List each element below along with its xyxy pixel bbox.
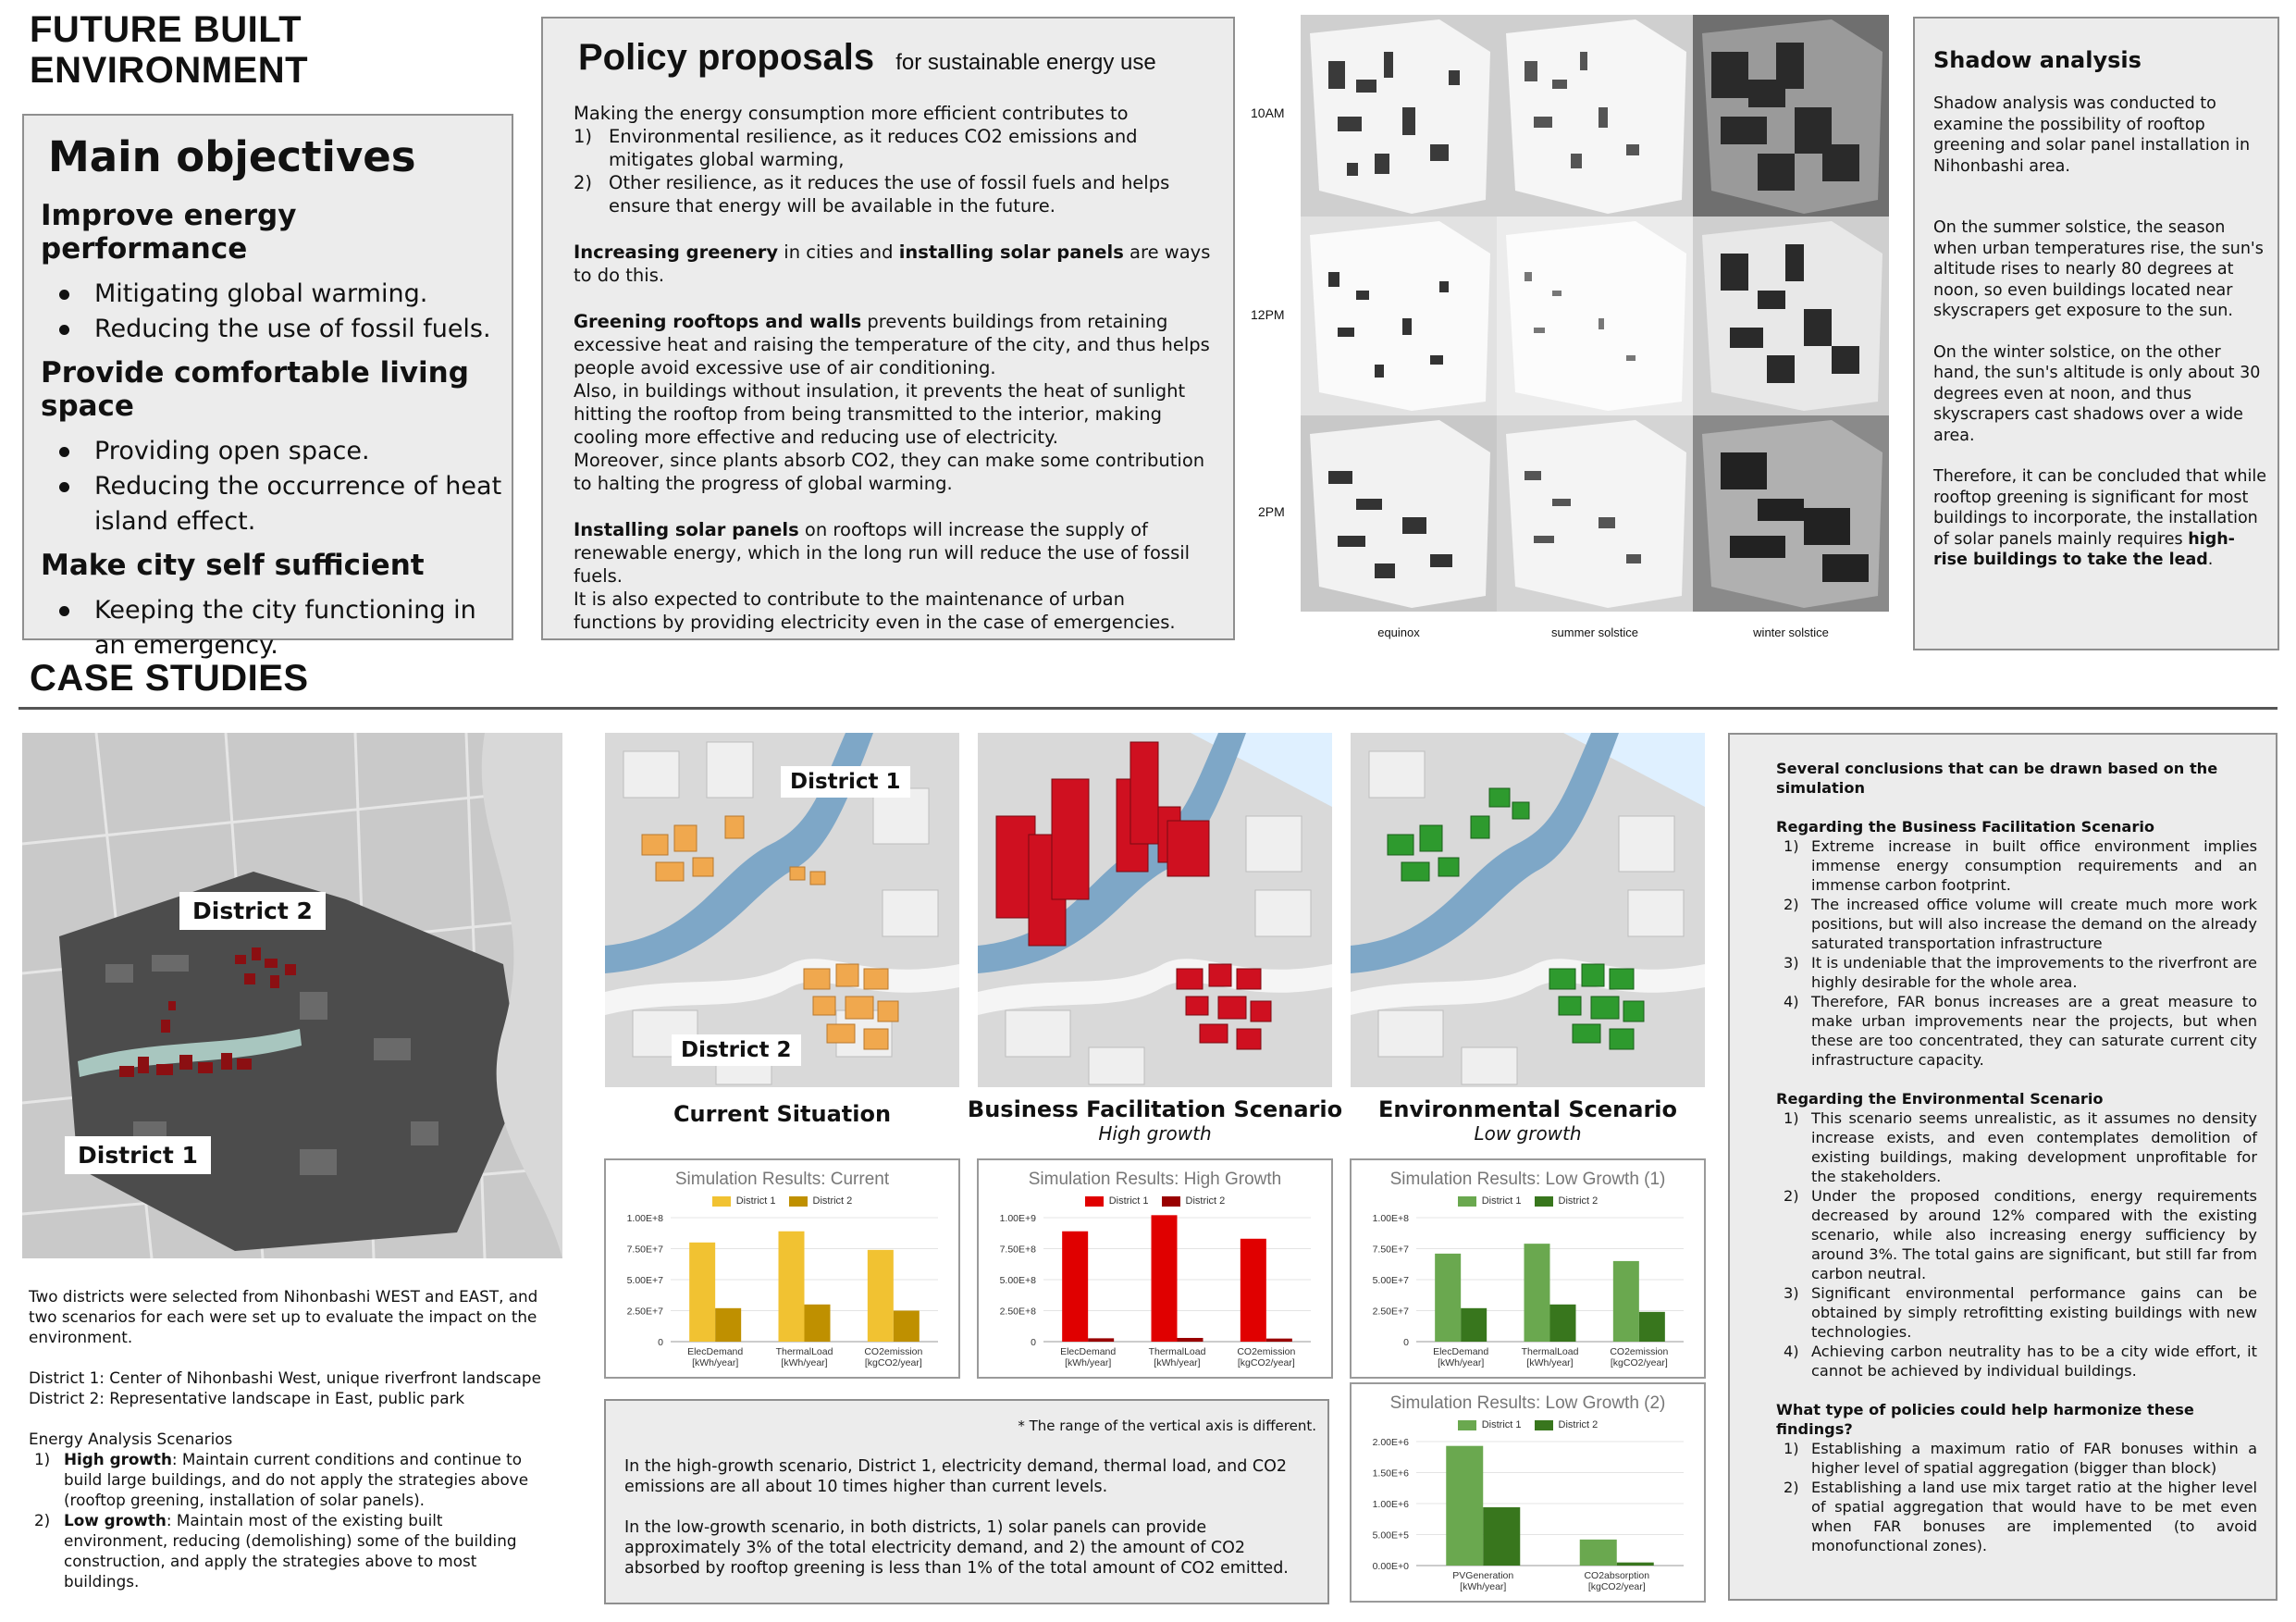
objective-title: Provide comfortable living space: [41, 356, 469, 423]
list-item: 2) Under the proposed conditions, energy requirements decreased by around 12% compared with the existing scenario, while also increasing energy sufficiency by around 3%. The total gains are significant, but still far from carbon neutral.: [1784, 1187, 2257, 1282]
conclusions-heading: Several conclusions that can be drawn based on the simulation: [1776, 760, 2218, 797]
y-tick-label: 7.50E+7: [1372, 1244, 1409, 1256]
bar: [715, 1308, 741, 1342]
policy-para-4: Installing solar panels on rooftops will increase the supply of renewable energy, which in the long run will reduce the use of fossil fuels.: [574, 519, 1191, 587]
chart-title: Simulation Results: Current: [674, 1170, 890, 1189]
bar: [779, 1232, 805, 1342]
shadow-para-1: Shadow analysis was conducted to examine the possibility of rooftop greening and solar panel installation in Nihonbashi area.: [1933, 94, 2251, 176]
y-tick-label: 1.00E+8: [626, 1213, 663, 1224]
x-tick-label: [kWh/year]: [1154, 1357, 1201, 1368]
bar: [805, 1305, 831, 1342]
bar: [1580, 1540, 1617, 1566]
notes-para-1: In the high-growth scenario, District 1, electricity demand, thermal load, and CO2 emissions are all about 10 times higher than current levels.: [624, 1457, 1288, 1496]
y-tick-label: 0: [1031, 1337, 1036, 1348]
page-title: FUTURE BUILT ENVIRONMENT: [30, 9, 309, 91]
x-tick-label: [kgCO2/year]: [1237, 1357, 1295, 1368]
shadow-map-summer-10am: [1497, 15, 1693, 217]
render-current: [605, 733, 959, 1087]
shadow-map-equinox-12pm: [1301, 217, 1497, 415]
section-divider: [19, 707, 2277, 710]
y-tick-label: 5.00E+8: [999, 1275, 1036, 1286]
bar: [1266, 1339, 1292, 1342]
list-item: 1) This scenario seems unrealistic, as it assumes no density increase exists, and even contemplates demolition of existing buildings, making development unprofitable for the stakeholders.: [1784, 1109, 2257, 1185]
conclusions-panel: [1728, 733, 2277, 1601]
row-label-2pm: 2PM: [1258, 504, 1285, 519]
objective-item: Reducing the use of fossil fuels.: [41, 312, 503, 347]
legend-item: District 1: [1458, 1419, 1522, 1430]
y-tick-label: 5.00E+7: [1372, 1275, 1409, 1286]
scenario-low-growth: 2) Low growth: Maintain most of the existing built environment, reducing (demolishing) some of the building construction, and apply the strategies above to most buildings.: [34, 1511, 517, 1591]
bar: [1152, 1215, 1178, 1342]
row-label-10am: 10AM: [1251, 105, 1285, 120]
shadow-para-2: On the summer solstice, the season when urban temperatures rise, the sun's altitude rises to nearly 80 degrees at noon, so even buildings located near skyscrapers get exposure to the sun.: [1933, 218, 2264, 320]
legend-item: District 2: [1162, 1195, 1226, 1207]
bar: [1524, 1244, 1550, 1342]
policy-title: Policy proposals: [578, 37, 875, 78]
policy-panel: [541, 17, 1235, 640]
render-label-district-1: District 1: [781, 766, 910, 798]
objectives-heading: Main objectives: [48, 132, 416, 181]
notes-para-2: In the low-growth scenario, in both districts, 1) solar panels can provide approximately 3% of the total electricity demand, and 2) the amount of CO2 absorbed by rooftop greening is less than 1% of the total amount of CO2 emitted.: [624, 1518, 1289, 1578]
chart-high-growth: [977, 1158, 1333, 1379]
objectives-list: [41, 199, 503, 663]
x-tick-label: ElecDemand: [687, 1346, 744, 1357]
y-tick-label: 1.00E+9: [999, 1213, 1036, 1224]
y-tick-label: 2.50E+7: [1372, 1306, 1409, 1318]
policy-para-3: Greening rooftops and walls prevents buildings from retaining excessive heat and raising the temperature of the city, and thus helps people avoid excessive use of air conditioning.: [574, 311, 1210, 378]
y-tick-label: 5.00E+7: [626, 1275, 663, 1286]
chart-title: Simulation Results: High Growth: [1028, 1170, 1282, 1189]
col-label-summer: summer solstice: [1551, 625, 1638, 639]
bf-list: [1776, 836, 2257, 1070]
bar: [894, 1311, 920, 1343]
legend-item: District 2: [789, 1195, 853, 1207]
axis-range-note: * The range of the vertical axis is different.: [1018, 1418, 1316, 1434]
env-list: [1776, 1108, 2257, 1381]
x-tick-label: [kgCO2/year]: [1610, 1357, 1668, 1368]
bar: [1088, 1338, 1114, 1342]
y-tick-label: 2.50E+8: [999, 1306, 1036, 1318]
bf-title: Regarding the Business Facilitation Scenario: [1776, 818, 2154, 836]
legend-item: District 1: [1458, 1195, 1522, 1207]
objective-item: Reducing the occurrence of heat island effect.: [41, 469, 503, 539]
shadow-grid: [1236, 0, 1902, 648]
y-tick-label: 7.50E+7: [626, 1244, 663, 1256]
x-tick-label: CO2absorption: [1584, 1570, 1650, 1581]
scenario-title-environmental: Environmental Scenario Low growth: [1377, 1096, 1677, 1145]
x-tick-label: PVGeneration: [1452, 1570, 1514, 1581]
x-tick-label: [kWh/year]: [1460, 1581, 1507, 1592]
policy-intro: Making the energy consumption more efficient contributes to: [574, 103, 1129, 124]
objective-title: Improve energy performance: [41, 199, 297, 266]
objective-item: Mitigating global warming.: [41, 277, 503, 312]
bar: [1617, 1563, 1654, 1566]
shadow-map-summer-2pm: [1497, 415, 1693, 612]
district-map: [22, 733, 562, 1258]
x-tick-label: [kWh/year]: [781, 1357, 828, 1368]
bar: [1550, 1305, 1576, 1342]
chart-plot: [606, 1160, 958, 1377]
render-environmental: [1351, 733, 1705, 1087]
legend-item: District 1: [712, 1195, 776, 1207]
y-tick-label: 1.50E+6: [1372, 1467, 1409, 1480]
chart-title: Simulation Results: Low Growth (2): [1389, 1393, 1666, 1413]
legend-item: District 1: [1085, 1195, 1149, 1207]
y-tick-label: 1.00E+8: [1372, 1213, 1409, 1224]
chart-plot: [979, 1160, 1331, 1377]
x-tick-label: [kgCO2/year]: [1587, 1581, 1646, 1592]
bar: [1446, 1446, 1483, 1566]
col-label-winter: winter solstice: [1753, 625, 1829, 639]
x-tick-label: CO2emission: [1237, 1346, 1296, 1357]
x-tick-label: ThermalLoad: [775, 1346, 833, 1357]
policy-para-4b: It is also expected to contribute to the maintenance of urban functions by providing electricity even in the case of emergencies.: [574, 588, 1176, 633]
list-item: 1) Extreme increase in built office environment implies immense energy consumption requirements and an immense carbon footprint.: [1784, 837, 2257, 894]
y-tick-label: 0: [1403, 1337, 1409, 1348]
x-tick-label: [kgCO2/year]: [864, 1357, 922, 1368]
chart-current: [604, 1158, 960, 1379]
notes-panel: [604, 1399, 1329, 1604]
legend-item: District 2: [1535, 1419, 1599, 1430]
list-item: 3) It is undeniable that the improvements to the riverfront are highly desirable for the whole area.: [1784, 954, 2257, 991]
bar: [689, 1243, 715, 1342]
map-label-district-1: District 1: [65, 1136, 211, 1174]
y-tick-label: 2.50E+7: [626, 1306, 663, 1318]
y-tick-label: 7.50E+8: [999, 1244, 1036, 1256]
policy-list-item: 2) Other resilience, as it reduces the use of fossil fuels and helps ensure that energy will be available in the future.: [574, 172, 1170, 217]
chart-low-growth-1: [1350, 1158, 1706, 1379]
objectives-panel: [22, 114, 513, 660]
shadow-para-3: On the winter solstice, on the other hand, the sun's altitude is only about 30 degrees even at noon, and thus skyscrapers cast shadows over a wide area.: [1933, 342, 2261, 445]
policy-question-list: [1776, 1439, 2257, 1555]
bar: [1483, 1507, 1520, 1566]
map-label-district-2: District 2: [179, 892, 326, 930]
x-tick-label: CO2emission: [864, 1346, 923, 1357]
y-tick-label: 5.00E+5: [1372, 1529, 1409, 1542]
render-label-district-2: District 2: [672, 1034, 801, 1066]
x-tick-label: ElecDemand: [1433, 1346, 1489, 1357]
shadow-map-winter-12pm: [1693, 217, 1889, 415]
objective-item: Keeping the city functioning in an emergency.: [41, 593, 503, 663]
y-tick-label: 0.00E+0: [1372, 1561, 1409, 1572]
y-tick-label: 0: [658, 1337, 663, 1348]
list-item: 4) Therefore, FAR bonus increases are a great measure to make urban improvements near the projects, but when these are too concentrated, they can saturate current city infrastructure capacity.: [1784, 993, 2257, 1069]
x-tick-label: [kWh/year]: [1438, 1357, 1485, 1368]
shadow-analysis-panel: [1913, 17, 2279, 650]
district-2-desc: District 2: Representative landscape in East, public park: [29, 1389, 465, 1407]
bar: [1613, 1261, 1639, 1342]
districts-description: [29, 1286, 547, 1591]
scenarios-title: Energy Analysis Scenarios: [29, 1430, 233, 1448]
chart-low-growth-2: [1350, 1382, 1706, 1603]
row-label-12pm: 12PM: [1251, 307, 1285, 322]
legend-item: District 2: [1535, 1195, 1599, 1207]
shadow-map-winter-10am: [1693, 15, 1889, 217]
policy-para-2: Increasing greenery in cities and installing solar panels are ways to do this.: [574, 241, 1211, 286]
list-item: 2) Establishing a land use mix target ratio at the higher level of spatial aggregation that would have to be met even when FAR bonuses are implemented (to avoid monofunctional zones).: [1784, 1479, 2257, 1554]
district-1-desc: District 1: Center of Nihonbashi West, unique riverfront landscape: [29, 1368, 541, 1387]
bar: [1461, 1308, 1487, 1342]
bar: [1639, 1312, 1665, 1342]
shadow-map-equinox-10am: [1301, 15, 1497, 217]
shadow-map-winter-2pm: [1693, 415, 1889, 612]
list-item: 3) Significant environmental performance gains can be obtained by simply retrofitting existing buildings with new technologies.: [1784, 1284, 2257, 1341]
x-tick-label: CO2emission: [1610, 1346, 1669, 1357]
chart-plot: [1352, 1160, 1704, 1377]
scenario-title-current: Current Situation: [673, 1101, 892, 1127]
bar: [1178, 1338, 1204, 1342]
scenario-title-business: Business Facilitation Scenario High growth: [967, 1096, 1343, 1145]
render-business: [978, 733, 1332, 1087]
list-item: 2) The increased office volume will create much more work positions, but will also increase the demand on the already saturated transportation infrastructure: [1784, 896, 2257, 952]
chart-title: Simulation Results: Low Growth (1): [1389, 1170, 1666, 1189]
bar: [1062, 1232, 1088, 1342]
policy-para-3c: Moreover, since plants absorb CO2, they can make some contribution to halting the progress of global warming.: [574, 450, 1205, 494]
objective-title: Make city self sufficient: [41, 549, 425, 582]
y-tick-label: 1.00E+6: [1372, 1499, 1409, 1510]
policy-subtitle: for sustainable energy use: [895, 50, 1156, 75]
x-tick-label: [kWh/year]: [692, 1357, 739, 1368]
objective-item: Providing open space.: [41, 434, 503, 469]
shadow-analysis-title: Shadow analysis: [1933, 47, 2142, 73]
x-tick-label: [kWh/year]: [1526, 1357, 1574, 1368]
list-item: 1) Establishing a maximum ratio of FAR bonuses within a higher level of spatial aggregation (bigger than block): [1784, 1440, 2257, 1477]
shadow-para-4: Therefore, it can be concluded that while rooftop greening is significant for most buildings to incorporate, the installation of solar panels mainly requires high-rise buildings to take the lead.: [1933, 467, 2266, 569]
policy-body: [574, 102, 1212, 634]
policy-question: What type of policies could help harmonize these findings?: [1776, 1401, 2194, 1438]
bar: [868, 1250, 894, 1342]
col-label-equinox: equinox: [1377, 625, 1420, 639]
list-item: 4) Achieving carbon neutrality has to be a city wide effort, it cannot be achieved by individual buildings.: [1784, 1343, 2257, 1380]
shadow-map-summer-12pm: [1497, 217, 1693, 415]
shadow-map-equinox-2pm: [1301, 415, 1497, 612]
x-tick-label: ThermalLoad: [1148, 1346, 1206, 1357]
y-tick-label: 2.00E+6: [1372, 1437, 1409, 1448]
x-tick-label: ThermalLoad: [1521, 1346, 1579, 1357]
case-studies-heading: CASE STUDIES: [30, 658, 309, 699]
districts-intro: Two districts were selected from Nihonbashi WEST and EAST, and two scenarios for each were set up to evaluate the impact on the environment.: [29, 1287, 538, 1346]
chart-plot: [1352, 1384, 1704, 1601]
scenario-high-growth: 1) High growth: Maintain current conditions and continue to build large buildings, and do not apply the strategies above (rooftop greening, installation of solar panels).: [34, 1450, 529, 1509]
bar: [1241, 1239, 1266, 1342]
x-tick-label: ElecDemand: [1060, 1346, 1117, 1357]
policy-para-3b: Also, in buildings without insulation, it prevents the heat of sunlight hitting the rooftop from being transmitted to the interior, making cooling more effective and reducing use of electricity.: [574, 380, 1186, 448]
env-title: Regarding the Environmental Scenario: [1776, 1090, 2104, 1108]
x-tick-label: [kWh/year]: [1065, 1357, 1112, 1368]
bar: [1435, 1254, 1461, 1342]
policy-list-item: 1) Environmental resilience, as it reduces CO2 emissions and mitigates global warming,: [574, 126, 1138, 170]
